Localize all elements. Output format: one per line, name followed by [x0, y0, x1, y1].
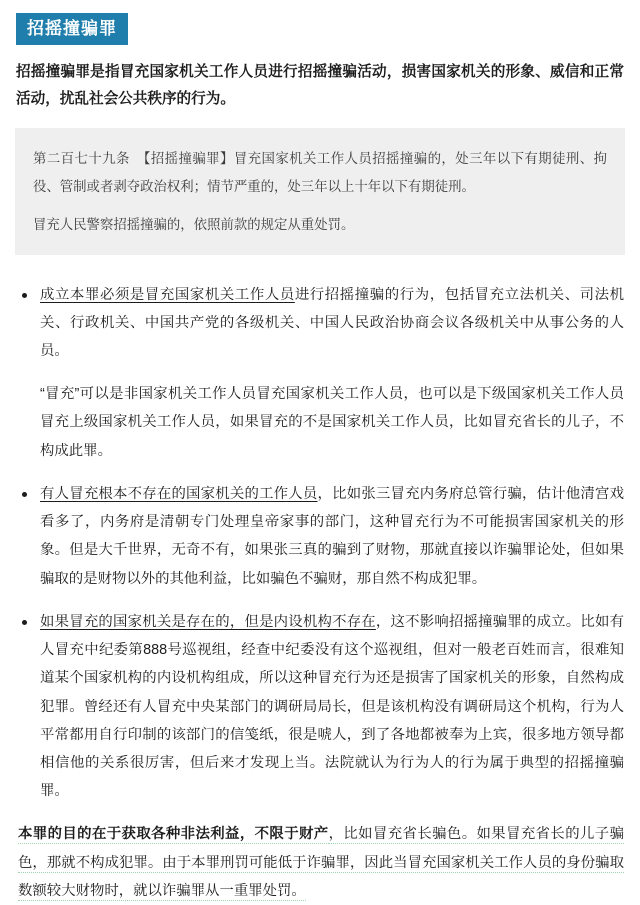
impersonation-explanation-paragraph: “冒充”可以是非国家机关工作人员冒充国家机关工作人员，也可以是下级国家机关工作人员冒充上级国家机关工作人员，如果冒充的不是国家机关工作人员，比如冒充省长的儿子，不构成此罪。 [40, 386, 624, 459]
list-item [18, 480, 624, 593]
page-title-badge: 招摇撞骗罪 [16, 13, 128, 45]
definition-paragraph: 招摇撞骗罪是指冒充国家机关工作人员进行招摇撞骗活动，损害国家机关的形象、威信和正常活动，扰乱社会公共秩序的行为。 [16, 64, 624, 107]
list-item [18, 281, 624, 366]
bullet2-underlined-text: 有人冒充根本不存在的国家机关的工作人员 [40, 485, 318, 502]
closing-rest-text: ，比如冒充省长骗色。如果冒充省长的儿子骗色，那就不构成犯罪。由于本罪刑罚可能低于诈骗罪，因此当冒充国家机关工作人员的身份骗取数额较大财物时，就以诈骗罪从一重罪处罚。 [18, 826, 624, 899]
bullet3-underlined-text: 如果冒充的国家机关是存在的，但是内设机构不存在 [40, 613, 376, 630]
analysis-list [14, 281, 626, 806]
bullet2-rest-text: ，比如张三冒充内务府总管行骗，估计他清宫戏看多了，内务府是清朝专门处理皇帝家事的部门，这种冒充行为不可能损害国家机关的形象。但是大千世界，无奇不有，如果张三真的骗到了财物，那就直接以诈骗罪论处，但如果骗取的是财物以外的其他利益，比如骗色不骗财，那自然不构成犯罪。 [40, 485, 624, 587]
law-article-paragraph-2: 冒充人民警察招摇撞骗的，依照前款的规定从重处罚。 [33, 217, 355, 233]
list-item [18, 608, 624, 806]
law-article-paragraph-1: 第二百七十九条 【招摇撞骗罪】冒充国家机关工作人员招摇撞骗的，处三年以下有期徒刑、拘役、管制或者剥夺政治权利；情节严重的，处三年以上十年以下有期徒刑。 [33, 151, 607, 194]
bullet3-rest-text: ，这不影响招摇撞骗罪的成立。比如有人冒充中纪委第888号巡视组，经查中纪委没有这个巡视组，但对一般老百姓而言，很难知道某个国家机构的内设机构组成，所以这种冒充行为还是损害了国家机关的形象，自然构成犯罪。曾经还有人冒充中央某部门的调研局局长，但是该机构没有调研局这个机构，行为人平常都用自行印制的该部门的信笺纸，很是唬人，到了各地都被奉为上宾，很多地方领导都相信他的关系很厉害，但后来才发现上当。法院就认为行为人的行为属于典型的招摇撞骗罪。 [40, 613, 624, 800]
law-article-quote-box [15, 128, 625, 254]
closing-bold-text: 本罪的目的在于获取各种非法利益，不限于财产 [18, 826, 329, 843]
bullet1-rest-text: 进行招摇撞骗的行为，包括冒充立法机关、司法机关、行政机关、中国共产党的各级机关、中国人民政治协商会议各级机关中从事公务的人员。 [40, 286, 624, 359]
bullet1-underlined-text: 成立本罪必须是冒充国家机关工作人员 [40, 286, 295, 303]
title-badge-row [16, 13, 626, 45]
closing-paragraph [18, 820, 624, 905]
